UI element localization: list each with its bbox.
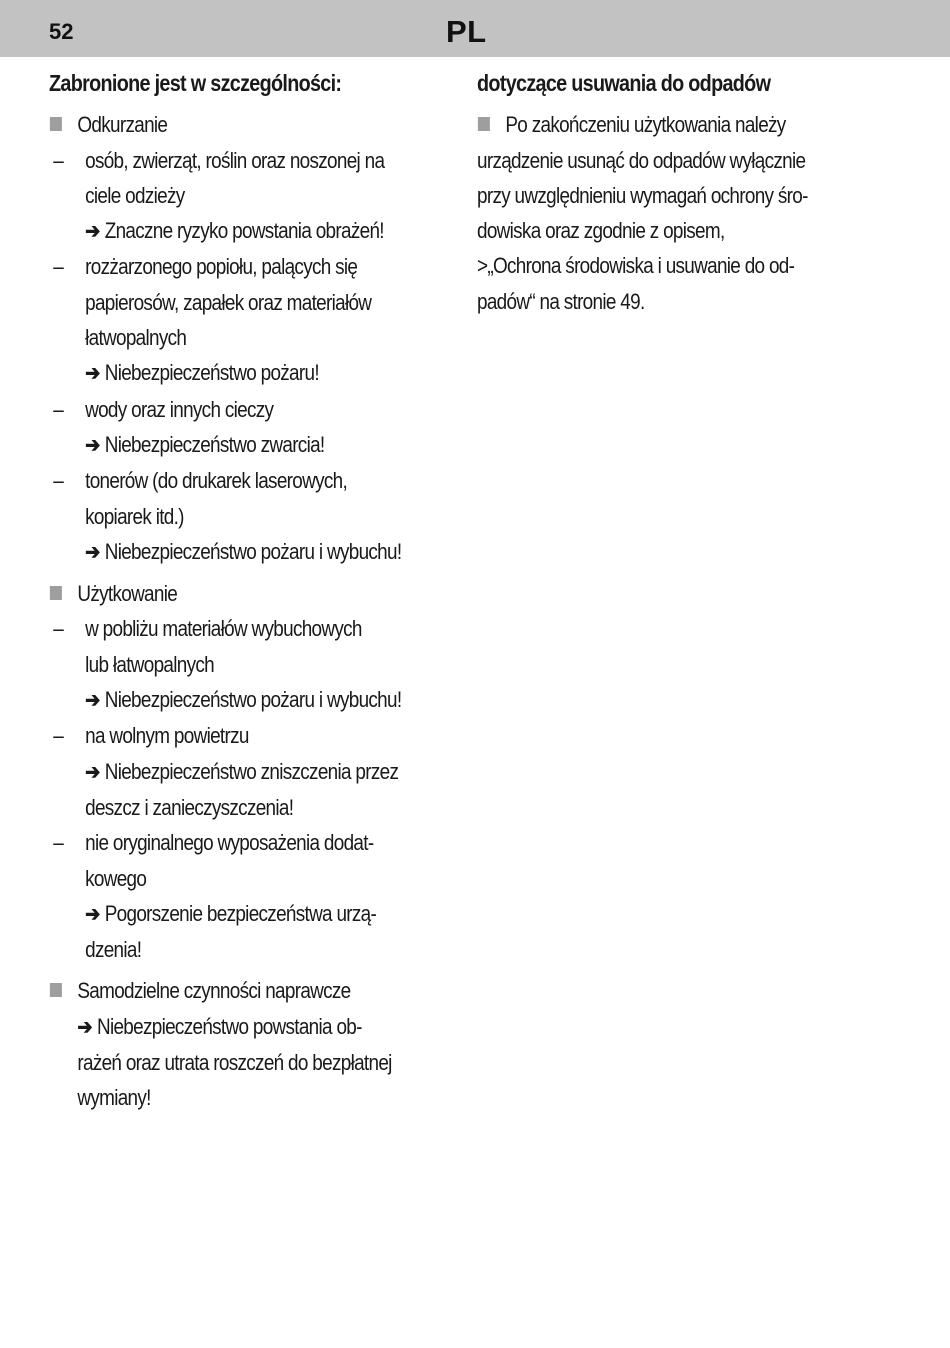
warning-text: Znaczne ryzyko powstania obrażeń! (104, 218, 384, 244)
item-text-line: nie oryginalnego wyposażenia dodat- (85, 830, 374, 856)
arrow-right-icon: ➔ (85, 540, 100, 564)
arrow-right-icon: ➔ (77, 1015, 92, 1039)
section-title: Użytkowanie (77, 581, 178, 607)
item-text-line: papierosów, zapałek oraz materiałów (85, 289, 372, 315)
arrow-right-icon: ➔ (85, 902, 100, 926)
warning-line (85, 213, 469, 249)
warning-text: dzenia! (85, 937, 142, 963)
warning-line (85, 427, 469, 463)
disposal-text-line: padów“ na stronie 49. (477, 288, 645, 314)
right-column (477, 66, 897, 319)
disposal-text-line: urządzenie usunąć do odpadów wyłącznie (477, 147, 806, 173)
disposal-lines (477, 107, 897, 319)
disposal-paragraph (477, 107, 897, 319)
arrow-right-icon: ➔ (85, 362, 100, 386)
item-text-line: tonerów (do drukarek laserowych, (85, 468, 348, 494)
square-bullet-icon (50, 983, 62, 997)
list-item (49, 249, 469, 391)
list-item (49, 463, 469, 570)
list-item (49, 825, 469, 967)
section-vacuuming (49, 107, 469, 142)
warning-text: Niebezpieczeństwo zwarcia! (104, 431, 325, 457)
item-text-line: łatwopalnych (85, 325, 187, 351)
warning-text: deszcz i zanieczyszczenia! (85, 794, 294, 820)
warning-text: Niebezpieczeństwo pożaru! (104, 360, 319, 386)
item-text-line: wody oraz innych cieczy (85, 396, 274, 422)
item-text-line: na wolnym powietrzu (85, 723, 249, 749)
warning-line (77, 1009, 469, 1045)
warning-text: Niebezpieczeństwo powstania ob- (96, 1013, 362, 1039)
dash-bullet-icon: – (53, 254, 64, 280)
warning-text: Niebezpieczeństwo zniszczenia przez (104, 758, 399, 784)
prohibitions-heading: Zabronione jest w szczególności: (49, 70, 342, 96)
warning-text: Niebezpieczeństwo pożaru i wybuchu! (104, 538, 402, 564)
section-usage (49, 576, 469, 611)
dash-bullet-icon: – (53, 616, 64, 642)
language-code: PL (446, 14, 487, 49)
warning-line (85, 790, 469, 825)
warning-text: rażeń oraz utrata roszczeń do bezpłatnej (77, 1050, 392, 1076)
page-header (0, 0, 950, 57)
disposal-heading: dotyczące usuwania do odpadów (477, 70, 771, 96)
item-text-line: ciele odzieży (85, 182, 185, 208)
warning-line (85, 896, 469, 932)
arrow-right-icon: ➔ (85, 433, 100, 457)
square-bullet-icon (50, 586, 62, 600)
warning-line (85, 682, 469, 718)
square-bullet-icon (478, 117, 490, 131)
warning-line (85, 932, 469, 967)
list-item (49, 718, 469, 825)
list-item (49, 392, 469, 464)
disposal-text-line: >„Ochrona środowiska i usuwanie do od- (477, 253, 795, 279)
section-repairs (49, 973, 469, 1115)
left-column (49, 66, 469, 1116)
vacuuming-list (49, 143, 469, 571)
repairs-warning (77, 1009, 469, 1116)
dash-bullet-icon: – (53, 830, 64, 856)
warning-line (85, 355, 469, 391)
usage-list (49, 611, 469, 967)
dash-bullet-icon: – (53, 723, 64, 749)
item-text-line: w pobliżu materiałów wybuchowych (85, 616, 362, 642)
disposal-text-line: dowiska oraz zgodnie z opisem, (477, 218, 725, 244)
square-bullet-icon (50, 117, 62, 131)
warning-line (85, 534, 469, 570)
warning-text: Niebezpieczeństwo pożaru i wybuchu! (104, 687, 402, 713)
page-number: 52 (49, 19, 74, 44)
warning-line (77, 1045, 469, 1080)
disposal-text-line: przy uwzględnieniu wymagań ochrony śro- (477, 182, 808, 208)
arrow-right-icon: ➔ (85, 220, 100, 244)
arrow-right-icon: ➔ (85, 760, 100, 784)
section-title: Samodzielne czynności naprawcze (77, 978, 351, 1004)
dash-bullet-icon: – (53, 468, 64, 494)
warning-line (85, 754, 469, 790)
warning-text: Pogorszenie bezpieczeństwa urzą- (104, 900, 377, 926)
disposal-text-line: Po zakończeniu użytkowania należy (505, 112, 786, 138)
item-text-line: rozżarzonego popiołu, palących się (85, 254, 358, 280)
item-text-line: lub łatwopalnych (85, 651, 214, 677)
warning-text: wymiany! (77, 1085, 151, 1111)
section-title: Odkurzanie (77, 112, 168, 138)
arrow-right-icon: ➔ (85, 689, 100, 713)
item-text-line: kowego (85, 865, 147, 891)
warning-line (77, 1080, 469, 1115)
list-item (49, 611, 469, 718)
list-item (49, 143, 469, 250)
item-text-line: osób, zwierząt, roślin oraz noszonej na (85, 147, 385, 173)
item-text-line: kopiarek itd.) (85, 503, 184, 529)
dash-bullet-icon: – (53, 396, 64, 422)
dash-bullet-icon: – (53, 147, 64, 173)
